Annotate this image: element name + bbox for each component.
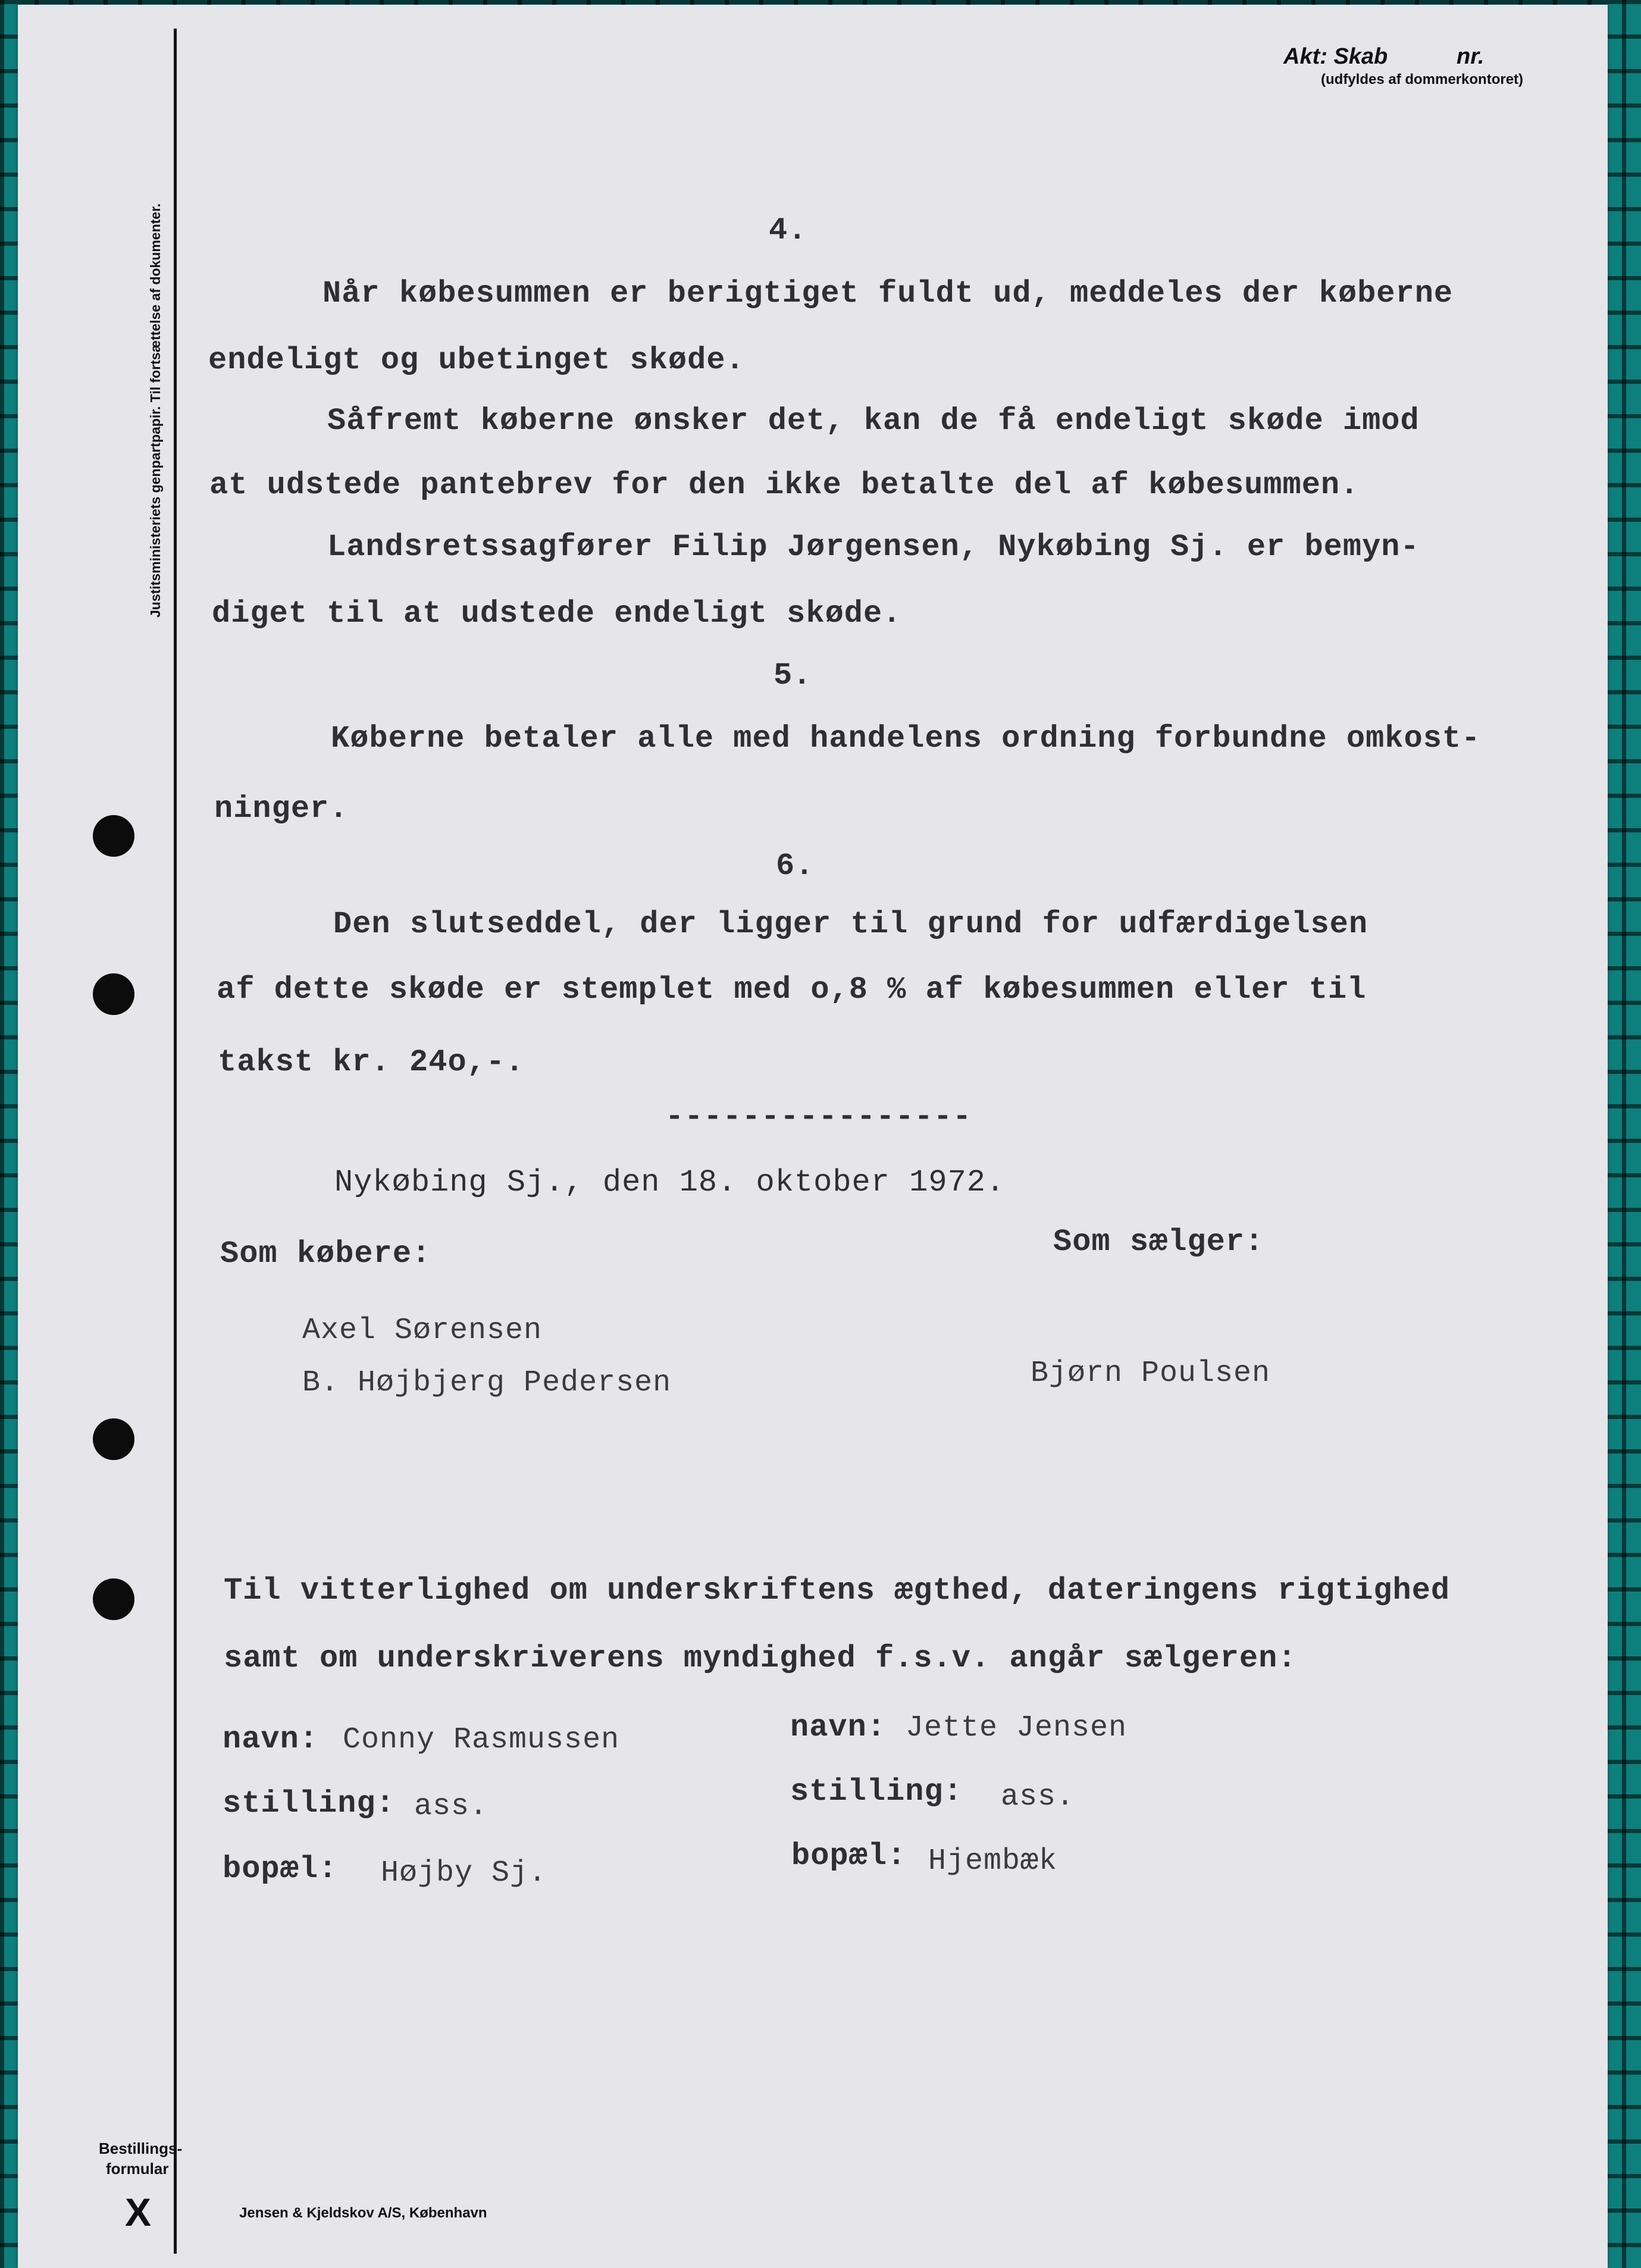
witness-2-bopael-label: bopæl: [791,1838,907,1874]
section-6-number: 6. [776,848,815,884]
witness-1-bopael: Højby Sj. [381,1856,547,1890]
akt-label: Akt: Skab [1283,44,1388,69]
witness-intro-1: Til vitterlighed om underskriftens ægthed, dateringens rigtighed [224,1573,1451,1608]
witness-intro-2: samt om underskriverens myndighed f.s.v. angår sælgeren: [224,1641,1297,1676]
office-note: (udfyldes af dommerkontoret) [1321,71,1524,87]
order-label-2: formular [106,2160,169,2178]
section-4-line-3: Såfremt køberne ønsker det, kan de få endeligt skøde imod [327,403,1420,438]
section-5-line-1: Køberne betaler alle med handelens ordning forbundne omkost- [331,721,1481,756]
seller-name: Bjørn Poulsen [1031,1357,1271,1390]
document-page [18,5,1608,2268]
section-4-line-2: endeligt og ubetinget skøde. [208,343,745,378]
witness-1-stilling: ass. [414,1790,488,1824]
printer-label: Jensen & Kjeldskov A/S, København [239,2205,487,2221]
buyer-name-1: Axel Sørensen [302,1314,543,1348]
separator-line: ---------------- [665,1099,972,1135]
order-label-1: Bestillings- [99,2139,183,2157]
section-4-line-4: at udstede pantebrev for den ikke betalte del af købesummen. [209,468,1360,503]
section-4-line-1: Når købesummen er berigtiget fuldt ud, meddeles der køberne [322,276,1454,311]
section-5-line-2: ninger. [214,791,349,826]
witness-1-bopael-label: bopæl: [223,1852,338,1887]
buyers-label: Som købere: [220,1236,431,1271]
section-6-line-1: Den slutseddel, der ligger til grund for udfærdigelsen [333,907,1368,942]
punch-hole [93,973,134,1015]
paper-type-text: Justitsministeriets genpartpapir. Til fortsættelse af dokumenter. [148,203,163,618]
witness-2-navn: Jette Jensen [906,1711,1128,1745]
seller-label: Som sælger: [1053,1224,1264,1260]
section-6-line-2: af dette skøde er stemplet med o,8 % af købesummen eller til [217,972,1367,1007]
witness-2-stilling: ass. [1001,1780,1075,1814]
section-5-number: 5. [773,658,812,693]
witness-1-navn-label: navn: [223,1722,319,1757]
section-4-number: 4. [769,213,807,248]
buyer-name-2: B. Højbjerg Pedersen [302,1366,672,1400]
order-mark: X [125,2190,152,2234]
witness-1-stilling-label: stilling: [223,1786,395,1821]
punch-hole [93,1578,134,1620]
witness-2-stilling-label: stilling: [790,1774,963,1809]
section-6-line-3: takst kr. 24o,-. [218,1045,525,1080]
punch-hole [93,815,134,857]
section-4-line-5: Landsretssagfører Filip Jørgensen, Nykøbing Sj. er bemyn- [327,530,1420,565]
margin-line [174,29,177,2254]
punch-hole [93,1418,134,1460]
witness-2-navn-label: navn: [790,1710,887,1745]
nr-label: nr. [1457,44,1485,69]
date-line: Nykøbing Sj., den 18. oktober 1972. [334,1165,1006,1200]
witness-2-bopael: Hjembæk [928,1844,1058,1878]
section-4-line-6: diget til at udstede endeligt skøde. [212,596,902,631]
witness-1-navn: Conny Rasmussen [343,1723,620,1757]
